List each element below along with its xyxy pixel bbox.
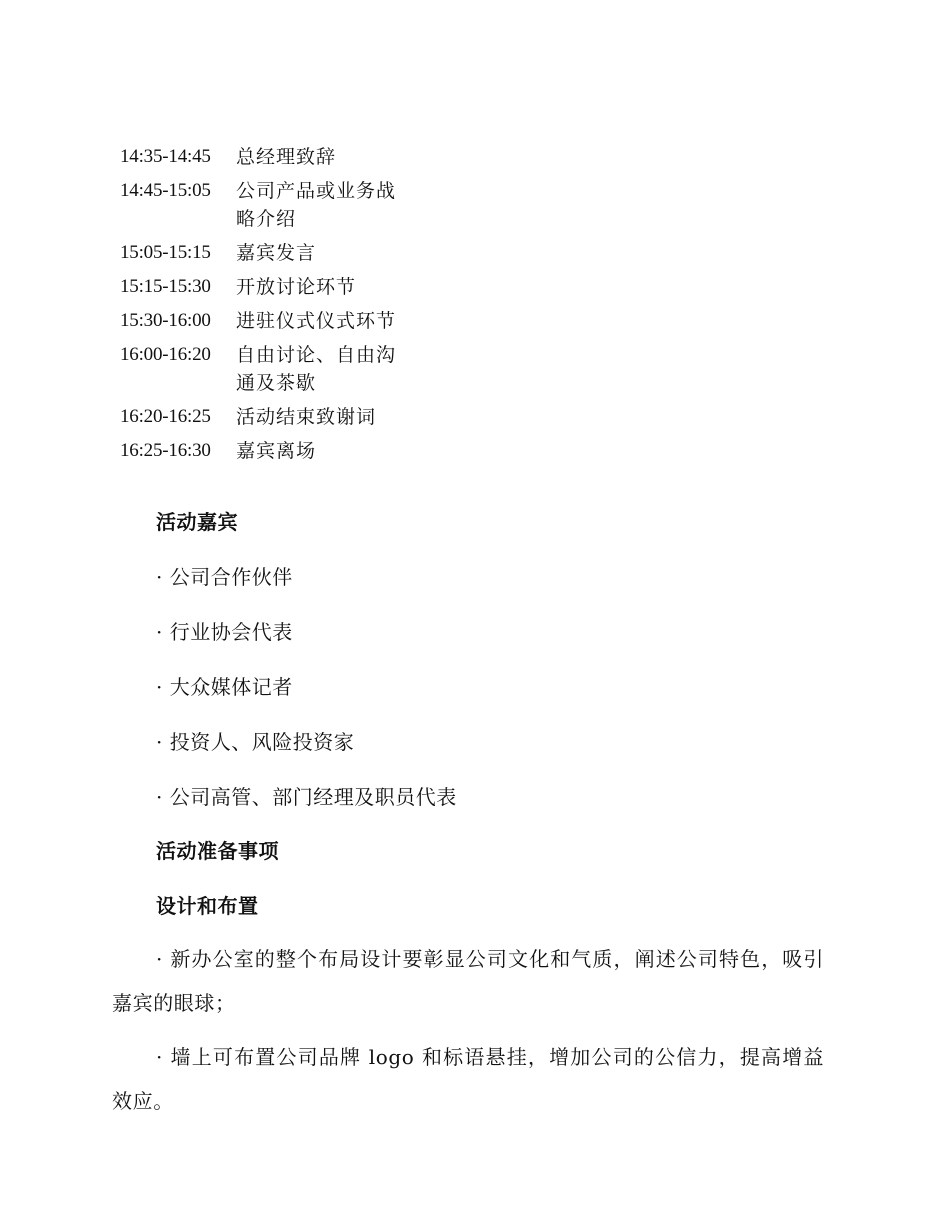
schedule-item: 活动结束致谢词 xyxy=(236,406,377,428)
schedule-item: 总经理致辞 xyxy=(236,146,337,168)
schedule-item: 嘉宾发言 xyxy=(236,242,317,264)
schedule-item: 嘉宾离场 xyxy=(236,440,317,462)
schedule-time: 14:35-14:45 xyxy=(120,146,211,167)
schedule-time: 15:15-15:30 xyxy=(120,276,211,297)
schedule-item: 进驻仪式仪式环节 xyxy=(236,310,397,332)
schedule-row xyxy=(120,177,420,233)
schedule-time: 16:00-16:20 xyxy=(120,344,211,365)
schedule-time: 16:25-16:30 xyxy=(120,440,211,461)
guests-heading: 活动嘉宾 xyxy=(156,510,238,534)
schedule-time: 16:20-16:25 xyxy=(120,406,211,427)
paragraph: · 墙上可布置公司品牌 logo 和标语悬挂，增加公司的公信力，提高增益效应。 xyxy=(112,1045,824,1113)
paragraph: · 新办公室的整个布局设计要彰显公司文化和气质，阐述公司特色，吸引嘉宾的眼球； xyxy=(112,947,824,1015)
guest-list-item: · 行业协会代表 xyxy=(156,620,293,644)
preparation-heading: 活动准备事项 xyxy=(156,839,279,863)
schedule-row xyxy=(120,239,420,267)
schedule-time: 15:30-16:00 xyxy=(120,310,211,331)
schedule-row xyxy=(120,437,420,465)
design-subheading: 设计和布置 xyxy=(156,894,259,918)
guest-list-item: · 公司高管、部门经理及职员代表 xyxy=(156,785,457,809)
schedule-item: 开放讨论环节 xyxy=(236,276,357,298)
schedule-time: 14:45-15:05 xyxy=(120,180,211,201)
guest-list-item: · 投资人、风险投资家 xyxy=(156,730,355,754)
schedule-time: 15:05-15:15 xyxy=(120,242,211,263)
schedule-table xyxy=(120,143,420,471)
guest-list-item: · 公司合作伙伴 xyxy=(156,565,293,589)
schedule-item: 公司产品或业务战略介绍 xyxy=(236,180,397,230)
schedule-row xyxy=(120,403,420,431)
schedule-row xyxy=(120,307,420,335)
schedule-row xyxy=(120,143,420,171)
schedule-row xyxy=(120,273,420,301)
schedule-row xyxy=(120,341,420,397)
guest-list-item: · 大众媒体记者 xyxy=(156,675,293,699)
schedule-item: 自由讨论、自由沟通及茶歇 xyxy=(236,344,397,394)
